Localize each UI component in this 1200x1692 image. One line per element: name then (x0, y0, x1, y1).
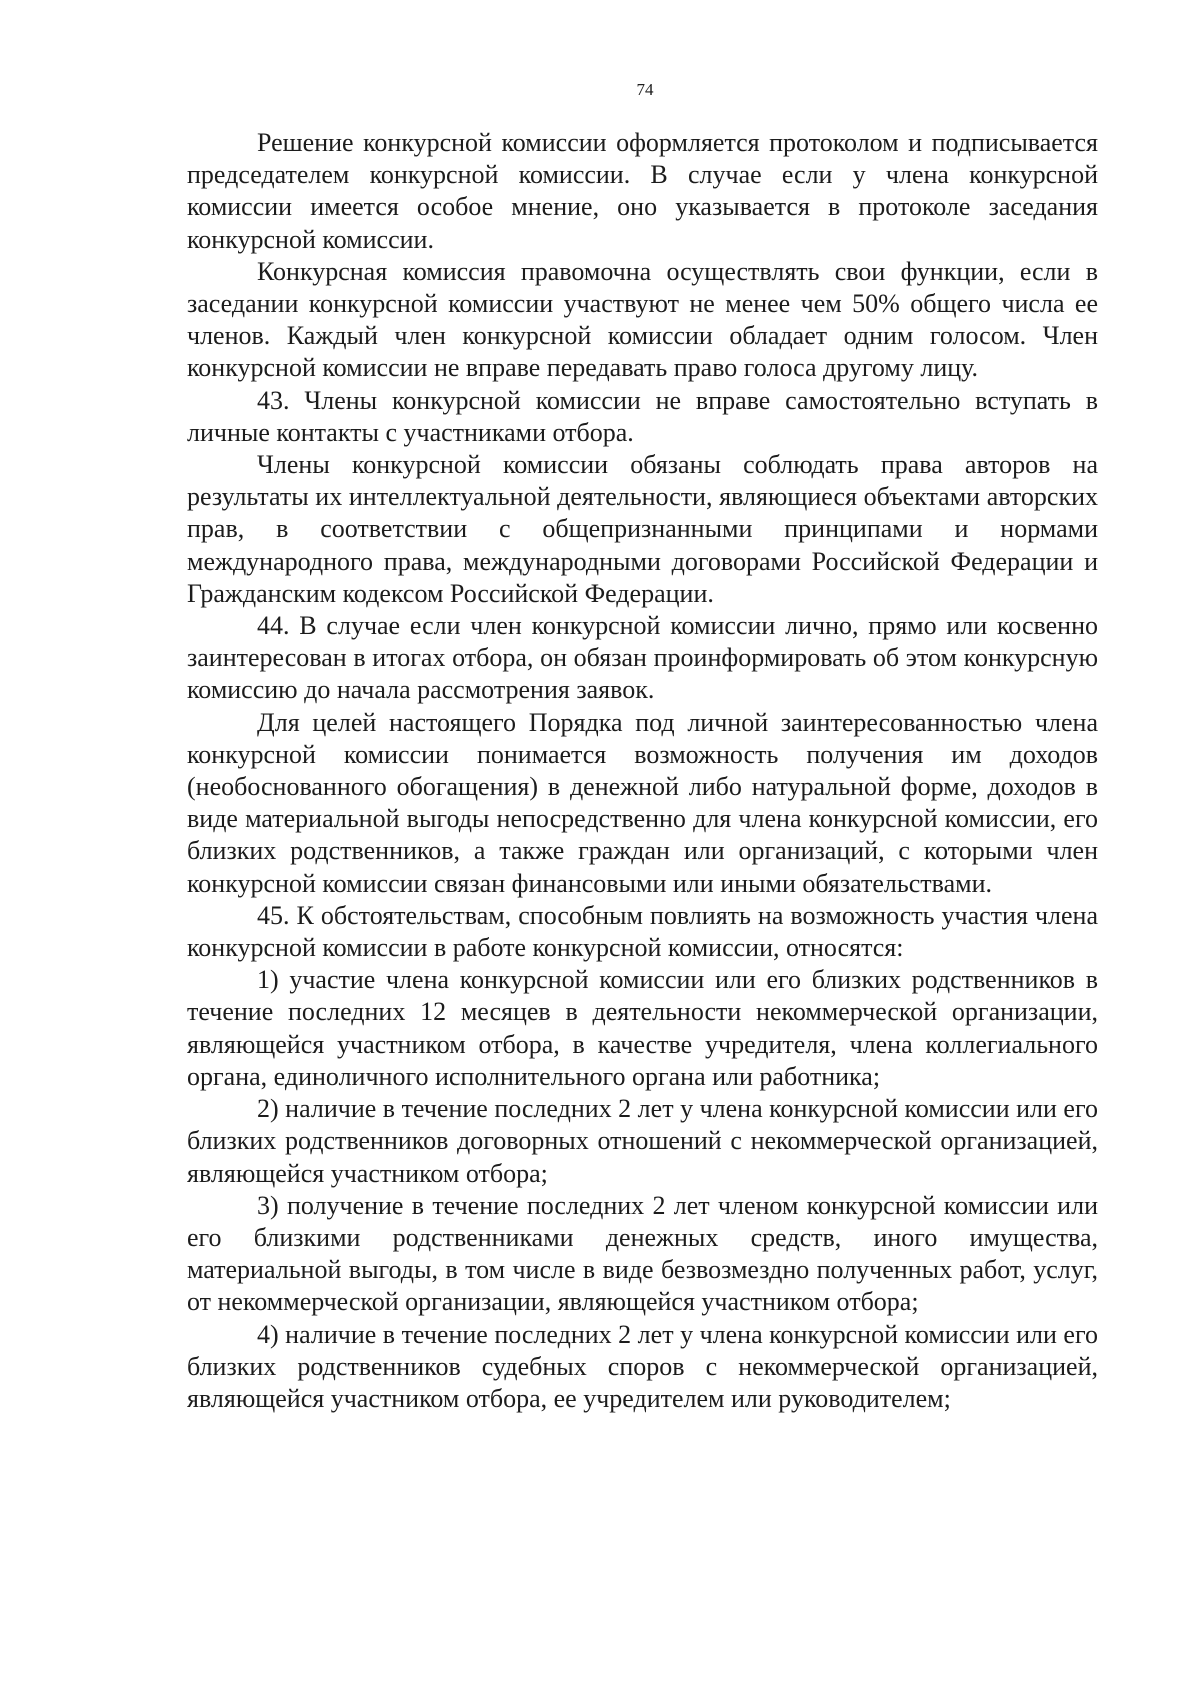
document-text (187, 127, 1098, 1415)
list-item-2: 2) наличие в течение последних 2 лет у члена конкурсной комиссии или его близких родственников договорных отношений с некоммерческой организацией, являющейся участником отбора; (187, 1094, 1098, 1188)
list-item-3: 3) получение в течение последних 2 лет членом конкурсной комиссии или его близкими родственниками денежных средств, иного имущества, материальной выгоды, в том числе в виде безвозмездно полученных работ, услуг, от некоммерческой организации, являющейся участником отбора; (187, 1190, 1098, 1317)
paragraph-personal-interest: Для целей настоящего Порядка под личной заинтересованностью члена конкурсной комиссии понимается возможность получения им доходов (необоснованного обогащения) в денежной либо натуральной форме, доходов в виде материальной выгоды непосредственно для члена конкурсной комиссии, его близких родственников, а также граждан или организаций, с которыми член конкурсной комиссии связан финансовыми или иными обязательствами. (187, 707, 1098, 898)
paragraph-commission-quorum: Конкурсная комиссия правомочна осуществлять свои функции, если в заседании конкурсной комиссии участвуют не менее чем 50% общего числа ее членов. Каждый член конкурсной комиссии обладает одним голосом. Член конкурсной комиссии не вправе передавать право голоса другому лицу. (187, 256, 1098, 383)
paragraph-item-45: 45. К обстоятельствам, способным повлиять на возможность участия члена конкурсной комиссии в работе конкурсной комиссии, относятся: (187, 900, 1098, 963)
paragraph-item-43: 43. Члены конкурсной комиссии не вправе самостоятельно вступать в личные контакты с участниками отбора. (187, 385, 1098, 447)
paragraph-decision-protocol: Решение конкурсной комиссии оформляется протоколом и подписывается председателем конкурсной комиссии. В случае если у члена конкурсной комиссии имеется особое мнение, оно указывается в протоколе заседания конкурсной комиссии. (187, 128, 1098, 254)
list-item-1: 1) участие члена конкурсной комиссии или его близких родственников в течение последних 12 месяцев в деятельности некоммерческой организации, являющейся участником отбора, в качестве учредителя, члена коллегиального органа, единоличного исполнительного органа или работника; (187, 965, 1098, 1091)
page-number: 74 (636, 80, 654, 99)
list-item-4: 4) наличие в течение последних 2 лет у члена конкурсной комиссии или его близких родственников судебных споров с некоммерческой организацией, являющейся участником отбора, ее учредителем или руководителем; (187, 1319, 1098, 1413)
paragraph-item-44: 44. В случае если член конкурсной комиссии лично, прямо или косвенно заинтересован в итогах отбора, он обязан проинформировать об этом конкурсную комиссию до начала рассмотрения заявок. (187, 611, 1098, 705)
paragraph-author-rights: Члены конкурсной комиссии обязаны соблюдать права авторов на результаты их интеллектуальной деятельности, являющиеся объектами авторских прав, в соответствии с общепризнанными принципами и нормами международного права, международными договорами Российской Федерации и Гражданским кодексом Российской Федерации. (187, 450, 1098, 608)
